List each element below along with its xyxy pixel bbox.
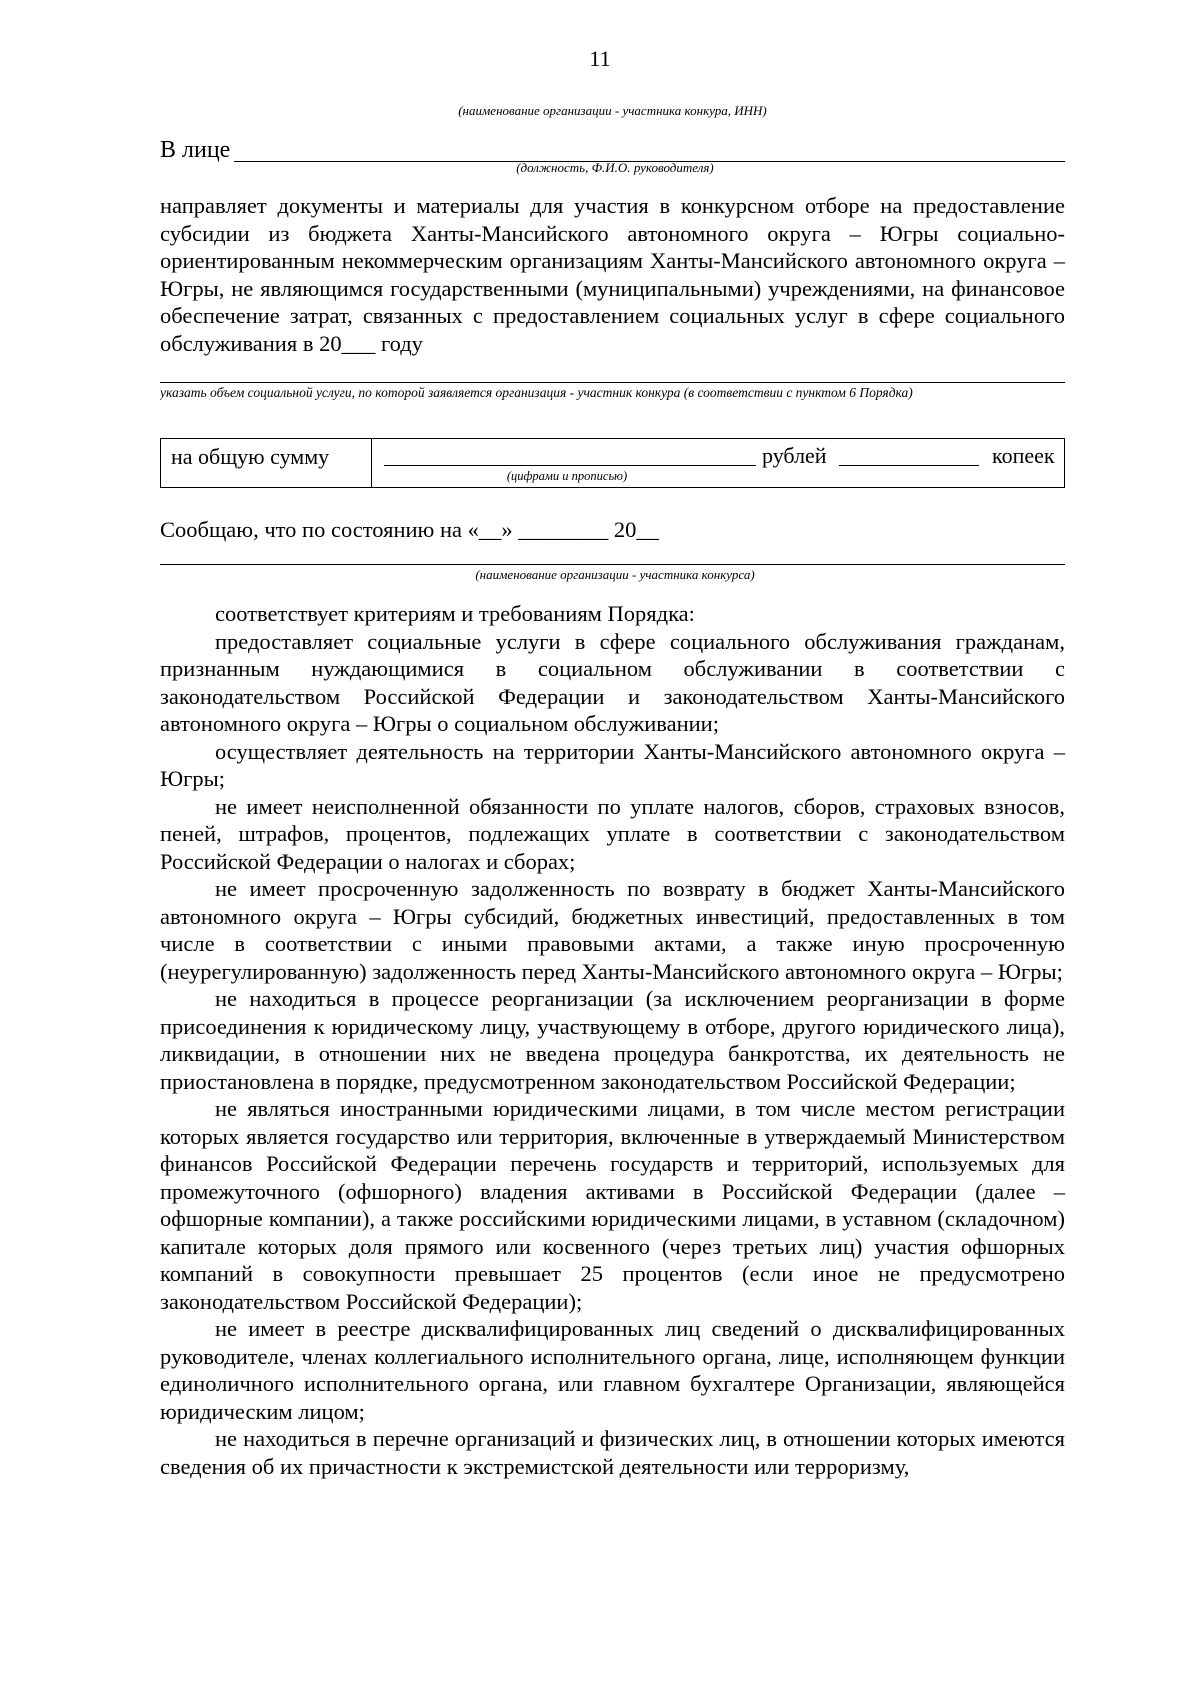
criteria-paragraph: предоставляет социальные услуги в сфере социального обслуживания гражданам, признанным нуждающимися в социальном обслуживании в соответствии с законодательством Российской Федерации и законодательством Ханты-Мансийского автономного округа – Югры о социальном обслуживании; — [160, 628, 1065, 736]
caption-volume: указать объем социальной услуги, по которой заявляется организация - участник конкура (в соответствии с пунктом 6 Порядка) — [160, 385, 913, 400]
criteria-paragraph: не являться иностранными юридическими лицами, в том числе местом регистрации которых является государство или территория, включенные в утверждаемый Министерством финансов Российской Федерации перечень государств и территорий, используемых для промежуточного (офшорного) владения активами в Российской Федерации (далее – офшорные компании), а также российскими юридическими лицами, в уставном (складочном) капитале которых доля прямого или косвенного (через третьих лиц) участия офшорных компаний в совокупности превышает 25 процентов (если иное не предусмотрено законодательством Российской Федерации); — [160, 1096, 1065, 1314]
criteria-paragraph: не имеет в реестре дисквалифицированных лиц сведений о дисквалифицированных руководителе, членах коллегиального исполнительного органа, лице, исполняющем функции единоличного исполнительного органа, или главном бухгалтере Организации, являющейся юридическим лицом; — [160, 1316, 1065, 1424]
criteria-paragraph: осуществляет деятельность на территории Ханты-Мансийского автономного округа – Югры; — [160, 738, 1065, 791]
criteria-paragraph: не имеет неисполненной обязанности по уплате налогов, сборов, страховых взносов, пеней, штрафов, процентов, подлежащих уплате в соответствии с законодательством Российской Федерации о налогах и сборах; — [160, 793, 1065, 874]
criteria-paragraph: соответствует критериям и требованиям Порядка: — [215, 601, 695, 626]
intro-paragraph: направляет документы и материалы для участия в конкурсном отборе на предоставление субсидии из бюджета Ханты-Мансийского автономного округа – Югры социально-ориентированным некоммерческим организациям Ханты-Мансийского автономного округа – Югры, не являющимся государственными (муниципальными) учреждениями, на финансовое обеспечение затрат, связанных с предоставлением социальных услуг в сфере социального обслуживания в 20___ году — [160, 193, 1065, 356]
sum-label: на общую сумму — [161, 439, 372, 487]
page-number: 11 — [589, 46, 611, 71]
rub-label: рублей — [762, 443, 827, 468]
caption-org: (наименование организации - участника конкурса) — [475, 567, 755, 582]
kop-blank-line — [839, 465, 979, 466]
criteria-paragraph: не находиться в перечне организаций и физических лиц, в отношении которых имеются сведения об их причастности к экстремистской деятельности или терроризму, — [160, 1426, 1065, 1479]
v-litse-label: В лице — [160, 137, 231, 163]
amount-caption: (цифрами и прописью) — [506, 469, 628, 483]
sum-amount-cell — [372, 439, 1064, 487]
kop-label: копеек — [992, 443, 1055, 468]
criteria-list — [160, 600, 1065, 1480]
amount-blank-line — [384, 465, 756, 466]
caption-position: (должность, Ф.И.О. руководителя) — [516, 160, 714, 175]
criteria-paragraph: не находиться в процессе реорганизации (за исключением реорганизации в форме присоединения к юридическому лицу, участвующему в отборе, другого юридического лица), ликвидации, в отношении них не введена процедура банкротства, их деятельность не приостановлена в порядке, предусмотренном законодательством Российской Федерации; — [160, 986, 1065, 1094]
sum-table — [160, 438, 1065, 488]
volume-blank-line — [160, 382, 1065, 383]
caption-org-inn: (наименование организации - участника конкура, ИНН) — [458, 103, 767, 118]
report-line: Сообщаю, что по состоянию на «__» ________ 20__ — [160, 517, 659, 542]
criteria-paragraph: не имеет просроченную задолженность по возврату в бюджет Ханты-Мансийского автономного округа – Югры субсидий, бюджетных инвестиций, предоставленных в том числе в соответствии с иными правовыми актами, а также иную просроченную (неурегулированную) задолженность перед Ханты-Мансийского автономного округа – Югры; — [160, 876, 1065, 984]
org-blank-line — [160, 564, 1065, 565]
